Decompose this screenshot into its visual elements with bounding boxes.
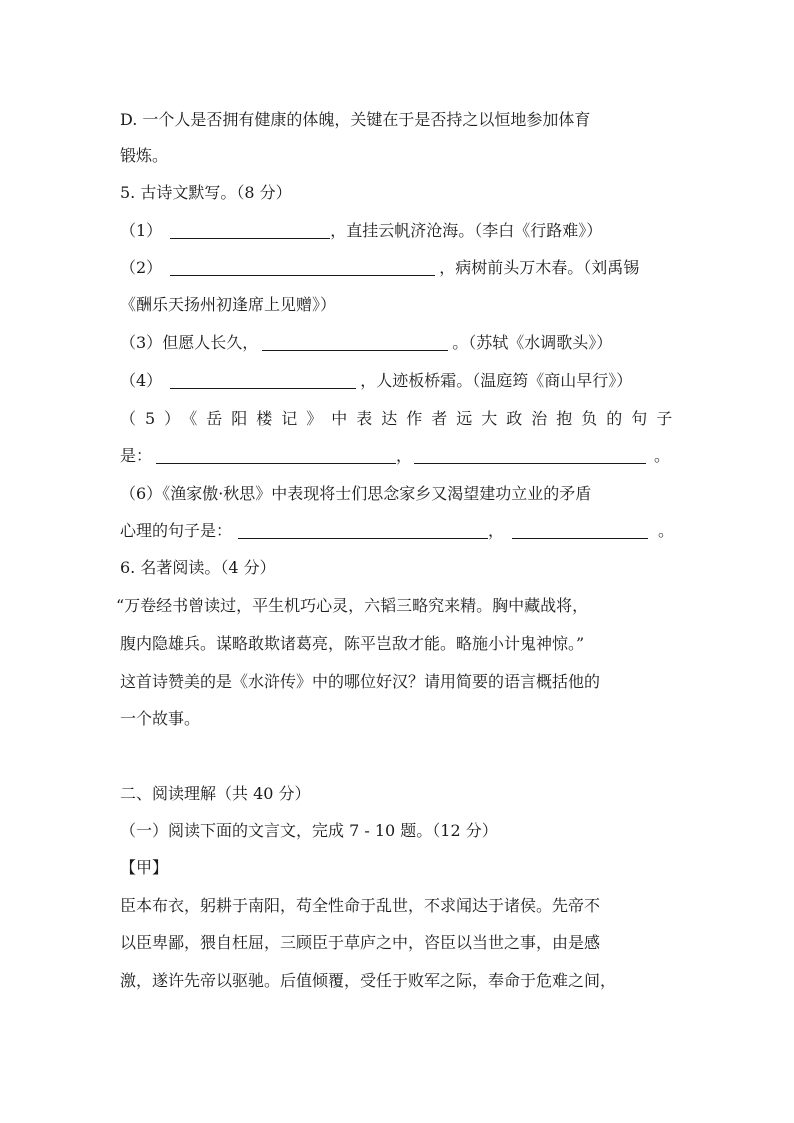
q6-line4: 一个故事。 [120, 709, 201, 728]
q5-item-6-answer [120, 521, 674, 543]
q6-title: 6. 名著阅读。（4 分） [120, 558, 276, 577]
item-text: 。（苏轼《水调歌头》） [452, 333, 613, 352]
item-number: （4） [120, 371, 163, 390]
item-text: ，病树前头万木春。（刘禹锡 [439, 258, 640, 277]
item-text: 。 [654, 446, 671, 465]
answer-blank[interactable] [512, 522, 648, 539]
passage-line3: 激，遂许先帝以驱驰。后值倾覆，受任于败军之际，奉命于危难之间， [120, 971, 617, 990]
item-text: 。 [658, 521, 675, 540]
item-number: （1） [120, 221, 163, 240]
answer-blank[interactable] [238, 522, 488, 539]
q6-line1: “万卷经书曾读过，平生机巧心灵，六韬三略究来精。胸中藏战将， [116, 596, 589, 615]
q5-title: 5. 古诗文默写。（8 分） [120, 183, 292, 202]
q5-item-6 [120, 484, 591, 506]
q6-line2: 腹内隐雄兵。谋略敢欺诸葛亮，陈平岂敌才能。略施小计鬼神惊。” [120, 634, 585, 653]
q6-line3: 这首诗赞美的是《水浒传》中的哪位好汉？请用简要的语言概括他的 [120, 672, 601, 691]
answer-blank[interactable] [262, 334, 448, 351]
passage-line1: 臣本布衣，躬耕于南阳，苟全性命于乱世，不求闻达于诸侯。先帝不 [120, 896, 601, 915]
passage-label: 【甲】 [120, 858, 169, 877]
item-text: 但愿人长久， [162, 333, 259, 352]
option-d-line2: 锻炼。 [120, 146, 169, 165]
item-text: ，直挂云帆济沧海。（李白《行路难》） [330, 221, 603, 240]
item-number: （2） [120, 258, 163, 277]
q5-item-1 [120, 221, 602, 243]
item-number: （6） [120, 484, 163, 503]
section2-part1: （一）阅读下面的文言文，完成 7 - 10 题。（12 分） [120, 821, 498, 840]
item-text: ， [396, 446, 413, 465]
q5-item-4 [120, 371, 632, 393]
answer-blank[interactable] [170, 372, 356, 389]
item-text: 《岳阳楼记》中表达作者远大政治抱负的句子 [189, 409, 682, 428]
item-text: 《渔家傲·秋思》中表现将士们思念家乡又渴望建功立业的矛盾 [162, 484, 592, 503]
item-number: （3） [120, 333, 163, 352]
answer-blank[interactable] [170, 222, 330, 239]
item-text: ， [488, 521, 505, 540]
item-number: （5） [120, 409, 190, 428]
item-text: 是： [120, 446, 153, 465]
item-text: ，人迹板桥霜。（温庭筠《商山早行》） [360, 371, 633, 390]
q5-item-5-answer [120, 446, 670, 468]
answer-blank[interactable] [170, 259, 435, 276]
section2-title: 二、阅读理解（共 40 分） [120, 784, 311, 803]
answer-blank[interactable] [414, 447, 646, 464]
q5-item-5 [120, 409, 681, 431]
passage-line2: 以臣卑鄙，猥自枉屈，三顾臣于草庐之中，咨臣以当世之事，由是感 [120, 933, 601, 952]
option-d-line1: D. 一个人是否拥有健康的体魄，关键在于是否持之以恒地参加体育 [120, 110, 591, 129]
item-text: 心理的句子是： [120, 521, 233, 540]
q5-item-2 [120, 258, 639, 280]
q5-item-3 [120, 333, 612, 355]
answer-blank[interactable] [156, 447, 396, 464]
q5-item-2-cont: 《酬乐天扬州初逢席上见赠》） [120, 295, 337, 314]
